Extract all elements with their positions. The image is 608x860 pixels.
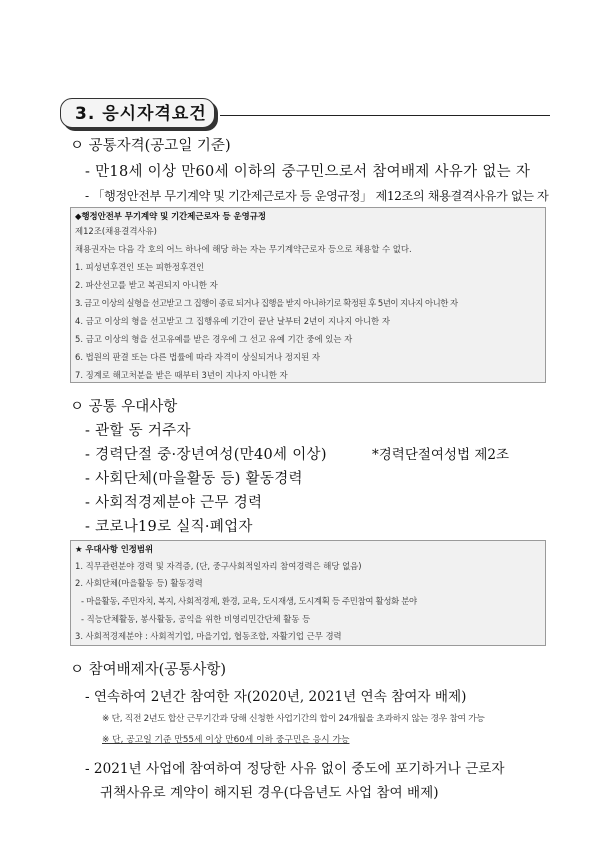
- regulation-line: 2. 파산선고를 받고 복권되지 아니한 자: [75, 280, 218, 290]
- exclusion-note-underlined: ※ 단, 공고일 기준 만55세 이상 만60세 이하 중구민은 응시 가능: [102, 735, 350, 745]
- regulation-line: 5. 금고 이상의 형을 선고유예를 받은 경우에 그 선고 유예 기간 중에 있는 자: [75, 334, 353, 344]
- regulation-box: [70, 207, 546, 383]
- preference-item: - 사회적경제분야 근무 경력: [85, 495, 263, 511]
- regulation-line: 4. 금고 이상의 형을 선고받고 그 집행유예 기간이 끝난 날부터 2년이 지나지 아니한 자: [75, 316, 390, 326]
- preference-scope-line: - 마을활동, 주민자치, 복지, 사회적경제, 환경, 교육, 도시재생, 도시계획 등 주민참여 활성화 분야: [81, 596, 417, 606]
- exclusion-item-dropout: - 2021년 사업에 참여하여 정당한 사유 없이 중도에 포기하거나 근로자: [85, 761, 505, 777]
- preference-item: - 코로나19로 실직·폐업자: [85, 519, 253, 535]
- preference-law-note: *경력단절여성법 제2조: [372, 447, 509, 463]
- regulation-line: 1. 피성년후견인 또는 피한정후견인: [75, 262, 205, 272]
- exclusion-title: ㅇ 참여배제자(공통사항): [70, 662, 226, 678]
- preference-scope-line: 3. 사회적경제분야 : 사회적기업, 마을기업, 협동조합, 자활기업 근무 경력: [75, 631, 342, 641]
- preference-item: - 관할 동 거주자: [85, 423, 191, 439]
- preference-title: ㅇ 공통 우대사항: [70, 399, 178, 415]
- section-heading: 3. 응시자격요건: [60, 98, 215, 128]
- common-item-disqualification: - 「행정안전부 무기계약 및 기간제근로자 등 운영규정」 제12조의 채용결격사유가 없는 자: [85, 189, 549, 203]
- common-item-age: - 만18세 이상 만60세 이하의 중구민으로서 참여배제 사유가 없는 자: [85, 164, 531, 180]
- regulation-line: 채용권자는 다음 각 호의 어느 하나에 해당 하는 자는 무기계약근로자 등으로 채용할 수 없다.: [75, 244, 412, 254]
- preference-scope-title: ★ 우대사항 인정범위: [75, 544, 154, 554]
- preference-item: - 경력단절 중·장년여성(만40세 이상): [85, 447, 327, 463]
- preference-item: - 사회단체(마을활동 등) 활동경력: [85, 471, 303, 487]
- regulation-line: 7. 징계로 해고처분을 받은 때부터 3년이 지나지 아니한 자: [75, 370, 288, 380]
- preference-scope-line: 2. 사회단체(마을활동 등) 활동경력: [75, 578, 203, 588]
- regulation-line: 3. 금고 이상의 실형을 선고받고 그 집행이 종료 되거나 집행을 받지 아니하기로 확정된 후 5년이 지나지 아니한 자: [75, 298, 458, 308]
- preference-scope-line: - 직능단체활동, 봉사활동, 공익을 위한 비영리민간단체 활동 등: [81, 614, 311, 624]
- regulation-box-title: ◆행정안전부 무기계약 및 기간제근로자 등 운영규정: [75, 211, 266, 221]
- preference-scope-line: 1. 직무관련분야 경력 및 자격증, (단, 중구사회적일자리 참여경력은 해당 없음): [75, 561, 362, 571]
- common-qualification-title: ㅇ 공통자격(공고일 기준): [70, 138, 231, 154]
- exclusion-note: ※ 단, 직전 2년도 합산 근무기간과 당해 신청한 사업기간의 합이 24개월을 초과하지 않는 경우 참여 가능: [102, 714, 485, 724]
- exclusion-item-consecutive: - 연속하여 2년간 참여한 자(2020년, 2021년 연속 참여자 배제): [85, 689, 467, 705]
- regulation-article: 제12조(채용결격사유): [75, 226, 157, 236]
- regulation-line: 6. 법원의 판결 또는 다른 법률에 따라 자격이 상실되거나 정지된 자: [75, 352, 320, 362]
- heading-divider: [220, 115, 550, 116]
- preference-scope-box: [70, 540, 546, 646]
- exclusion-item-dropout-cont: 귀책사유로 계약이 해지된 경우(다음년도 사업 참여 배제): [100, 785, 439, 801]
